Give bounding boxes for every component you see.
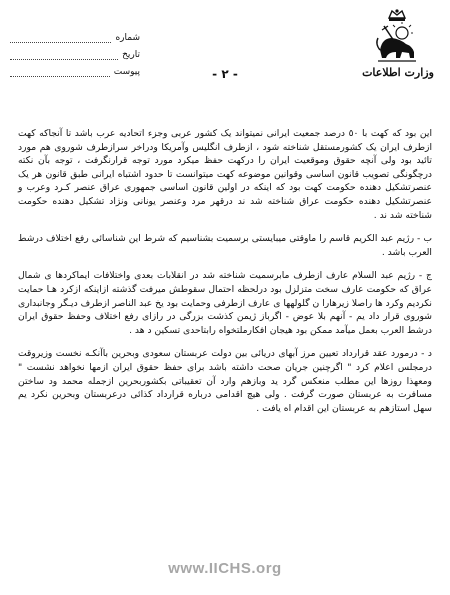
ministry-name: وزارت اطلاعات — [362, 66, 434, 79]
number-field — [10, 26, 140, 43]
paragraph-b: ب - رژیم عبد الکریم قاسم را ماوقتی میبایستی برسمیت بشناسیم که شرط این شناسائی رفع اختلاف درشط العرب باشد . — [18, 233, 432, 258]
document-body — [18, 127, 432, 423]
watermark: www.IICHS.org — [168, 560, 282, 577]
paragraph-intro: این بود که کهت با ٥٠ درصد جمعیت ایرانی نمیتواند یک کشور عربی وجزء اتحادیه عرب باشد تا آنجاکه کهت ازطرف ایران یک کشورمستقل شناخته شود ، ازطرف انگلیس وآمریکا ودراخر سرازطرف شوروی هم مورد تائید بود ولی آنچه حقوق وموقعیت ایران را درکهت حفظ میکرد مورد توجه قرارنگرفت ، توجه بآن نکته درچگونگی تصویب قانون اساسی وقوانین موضوعه کهت میتوانست تا حدود اشتباه ایرانی طبق قانون هر یک عنصرتشکیل دهنده حکومت کهت بود که اینکه در اولین قانون اساسی جمهوری عراق عنصر کـرد وعرب و عنصرتشکیل دهنده حکومت عراق شناخته شد ند درقهر مرد وعنصر یونانی ونژاد تشکیل دهنده حکومت شناخته شد ند . — [18, 128, 433, 221]
paragraph-c: ج - رژیم عبد السلام عارف ازطرف مابرسمیت شناخته شد در انقلابات بعدی واختلافات ایماکردها ی شمال عراق که حکومت عارف سخت متزلزل بود درلحظه احتمال سقوطش میرفت گذشته ازاینکه ازکرد هـا حمایت نکردیم وکرد ها راصلا زیرهارا ن گلولهها ی عارف ازطرفی وحمایت بود یخ عبد الناصر ازطرف دیـگر وجانبداری شوروی قرار داد یم - آنهم بلا عوض - اگرباز ژیمن کذشت بزرگی در رازای رفع اختلاف وحفظ حقوق ایران درشط العرب بعمل میآمد ممکن بود هیجان افکارملتخواه رابتاحدی تسکین د هد . — [18, 270, 432, 336]
date-label: تاریخ — [122, 50, 140, 60]
attachment-label: پیوست — [113, 67, 140, 77]
lion-and-sun-emblem — [372, 8, 422, 66]
date-field — [10, 43, 140, 60]
page-number: - ٢ - — [212, 67, 238, 81]
paragraph-d: د - درمورد عقد قرارداد تعیین مرز آبهای دریائی بین دولت عربستان سعودی وبحرین باآنکـه نخست وزیروقت درمجلس اعلام کرد " اگرچنین جریان صحت داشته باشد برای حفظ حقوق ایران ازمها نخواهد نشست " ومعهذا روزها این مطلب منعکس گرد ید وبازهم وارد آن تعقیباتی بکشوربحرین ازجمله محمد ود ساختن مسافرت به عربستان صورت گرفت . ولی هیچ اقدامی درباره قرارداد کذائی درعربستان وبحرین نکرد یم سهل استازهم به عربستان این اقدام اه یافت . — [18, 348, 432, 414]
number-label: شماره — [115, 33, 140, 43]
